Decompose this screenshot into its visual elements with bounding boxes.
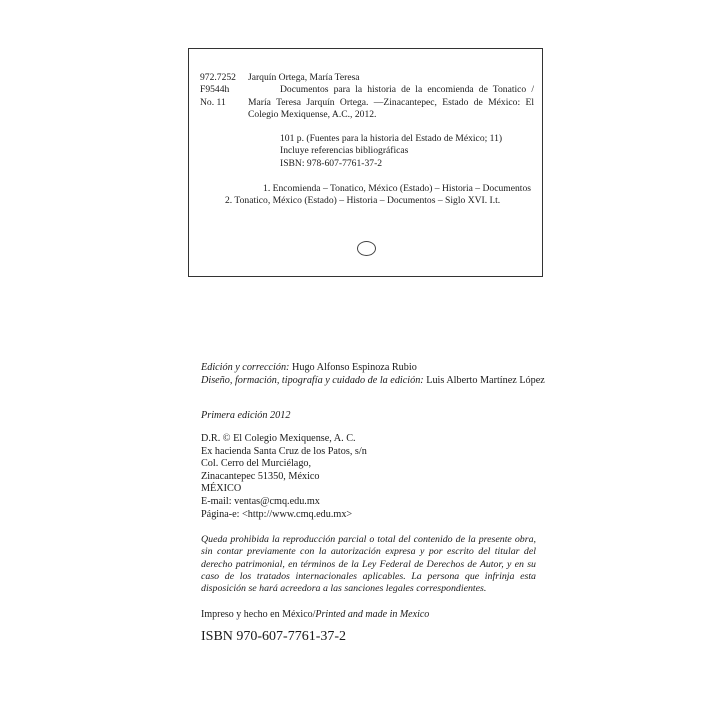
subject-line: 2. Tonatico, México (Estado) – Historia – Documentos – Siglo XVI. I.t. (225, 195, 501, 207)
call-number-line: No. 11 (200, 96, 226, 108)
credits (201, 362, 545, 387)
address-line: D.R. © El Colegio Mexiquense, A. C. (201, 433, 356, 444)
credit-name: Luis Alberto Martínez López (426, 374, 545, 386)
printed-spanish: Impreso y hecho en México/ (201, 609, 316, 620)
email-line: E-mail: ventas@cmq.edu.mx (201, 495, 320, 507)
address-line: Zinacantepec 51350, México (201, 470, 320, 482)
legal-notice: Queda prohibida la reproducción parcial o total del contenido de la presente obra, sin contar previamente con la autorización expresa y por escrito del titular del derecho patrimonial, en términos de la Ley Federal de Derechos de Autor, y en su caso de los tratados internacionales aplicables. La persona que infrinja esta disposición se hará acreedora a las sanciones legales correspondientes. (201, 534, 536, 595)
catalog-card (188, 48, 543, 277)
subject-line: 1. Encomienda – Tonatico, México (Estado) – Historia – Documentos (263, 183, 531, 194)
address-line: MÉXICO (201, 483, 242, 495)
description-line: 101 p. (Fuentes para la historia del Estado de México; 11) (280, 133, 503, 144)
call-number-line: F9544h (200, 84, 230, 96)
publisher-address (201, 433, 367, 521)
call-number-line: 972.7252 (200, 72, 236, 83)
credit-role: Edición y corrección: (201, 362, 290, 373)
address-line: Col. Cerro del Murciélago, (201, 458, 312, 470)
author-heading: Jarquín Ortega, María Teresa (248, 72, 360, 83)
title-statement: Documentos para la historia de la encomienda de Tonatico / María Teresa Jarquín Ortega. —Zinacantepec, Estado de México: El Colegio Mexiquense, A.C., 2012. (248, 84, 534, 121)
website-line: Página-e: <http://www.cmq.edu.mx> (201, 508, 353, 520)
call-number (200, 72, 236, 109)
printed-in (201, 609, 429, 622)
physical-description (280, 133, 502, 170)
description-line: Incluye referencias bibliográficas (280, 145, 409, 157)
credit-role: Diseño, formación, tipografía y cuidado de la edición: (201, 374, 424, 386)
credit-name: Hugo Alfonso Espinoza Rubio (292, 362, 417, 373)
circle-hole-icon (357, 241, 376, 256)
isbn-footer: ISBN 970-607-7761-37-2 (201, 629, 347, 644)
credit-line (201, 362, 545, 375)
edition-statement: Primera edición 2012 (201, 410, 291, 421)
catalog-entry (248, 72, 534, 122)
printed-english: Printed and made in Mexico (315, 609, 430, 620)
credit-line (201, 375, 545, 388)
address-line: Ex hacienda Santa Cruz de los Patos, s/n (201, 445, 367, 457)
description-line: ISBN: 978-607-7761-37-2 (280, 157, 383, 169)
subject-headings (200, 183, 531, 208)
